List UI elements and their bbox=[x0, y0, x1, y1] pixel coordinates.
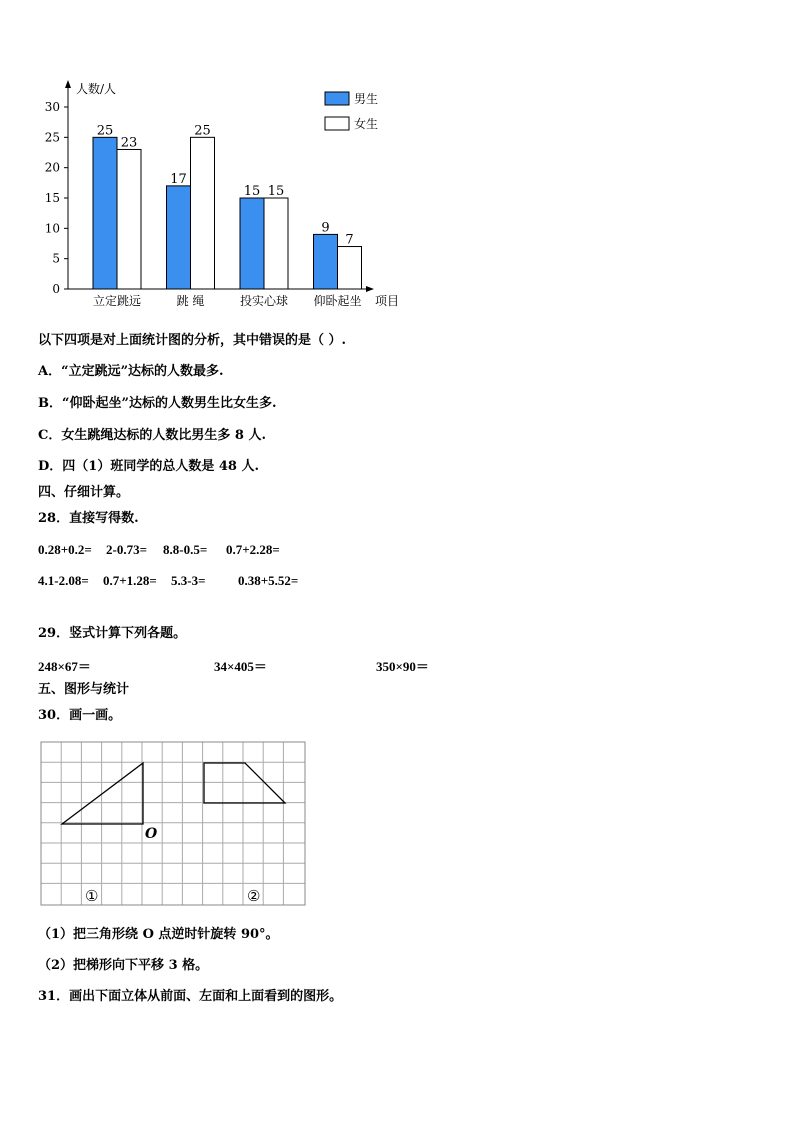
y-tick-label: 20 bbox=[44, 160, 60, 175]
calc-item: 0.38+5.52= bbox=[238, 573, 299, 588]
figure-label-1: ① bbox=[85, 887, 99, 905]
bar-boys bbox=[93, 137, 117, 289]
bar-value-label: 7 bbox=[345, 232, 354, 248]
bar-value-label: 17 bbox=[170, 171, 187, 187]
bar-girls bbox=[264, 198, 288, 289]
bar-value-label: 23 bbox=[120, 135, 138, 151]
bar-value-label: 15 bbox=[267, 184, 285, 199]
section5-title: 五、图形与统计 bbox=[38, 682, 130, 697]
calc-item: 4.1-2.08= bbox=[38, 573, 89, 588]
trapezoid-shape bbox=[204, 763, 285, 803]
y-axis-label: 人数/人 bbox=[76, 82, 117, 96]
q30-sub1: （1）把三角形绕 O 点逆时针旋转 90°。 bbox=[38, 927, 279, 942]
calc-item: 0.7+2.28= bbox=[226, 542, 280, 557]
point-o-label: O bbox=[145, 826, 158, 842]
y-tick-label: 30 bbox=[44, 100, 60, 114]
bar-boys bbox=[314, 234, 338, 289]
bar-value-label: 25 bbox=[194, 123, 211, 139]
q28-title: 28．直接写得数. bbox=[38, 511, 139, 526]
calc-item: 0.7+1.28= bbox=[103, 573, 157, 588]
calc-item: 8.8-0.5= bbox=[163, 542, 208, 557]
x-category-label: 跳 绳 bbox=[176, 294, 205, 308]
calc-item: 2-0.73= bbox=[106, 542, 147, 557]
calc-item: 0.28+0.2= bbox=[38, 542, 92, 557]
option-a: A．“立定跳远”达标的人数最多. bbox=[38, 364, 224, 379]
grid-figure bbox=[0, 735, 794, 915]
q29-title: 29．竖式计算下列各题。 bbox=[38, 626, 187, 641]
q31-title: 31．画出下面立体从前面、左面和上面看到的图形。 bbox=[38, 989, 343, 1004]
y-tick-label: 0 bbox=[52, 282, 60, 296]
vertical-calc-item: 34×405＝ bbox=[214, 659, 267, 674]
vertical-calc-item: 350×90＝ bbox=[376, 659, 429, 674]
q30-title: 30．画一画。 bbox=[38, 708, 122, 723]
y-tick-label: 25 bbox=[44, 130, 60, 145]
bar-girls bbox=[117, 149, 141, 289]
x-category-label: 投实心球 bbox=[239, 294, 289, 308]
figure-label-2: ② bbox=[247, 887, 261, 905]
y-tick-label: 5 bbox=[52, 251, 60, 266]
bar-girls bbox=[191, 137, 215, 289]
calc-item: 5.3-3= bbox=[171, 573, 206, 588]
x-category-label: 仰卧起坐 bbox=[313, 294, 362, 308]
x-category-label: 立定跳远 bbox=[92, 294, 142, 308]
bar-boys bbox=[240, 198, 264, 289]
y-tick-label: 10 bbox=[44, 221, 60, 236]
vertical-calc-item: 248×67＝ bbox=[38, 659, 91, 674]
section4-title: 四、仔细计算。 bbox=[38, 485, 130, 500]
legend-label: 男生 bbox=[354, 92, 379, 106]
bar-chart bbox=[0, 0, 794, 320]
bar-value-label: 25 bbox=[96, 123, 114, 139]
x-axis-label: 项目 bbox=[375, 294, 400, 308]
y-tick-label: 15 bbox=[44, 191, 60, 205]
bar-value-label: 9 bbox=[321, 220, 330, 236]
bar-value-label: 15 bbox=[243, 184, 261, 199]
bar-girls bbox=[338, 247, 362, 289]
bar-boys bbox=[167, 186, 191, 289]
question-prompt: 以下四项是对上面统计图的分析，其中错误的是（ ）. bbox=[38, 333, 347, 348]
q30-sub2: （2）把梯形向下平移 3 格。 bbox=[38, 958, 209, 973]
option-c: C．女生跳绳达标的人数比男生多 8 人. bbox=[38, 428, 266, 443]
option-b: B．“仰卧起坐”达标的人数男生比女生多. bbox=[38, 396, 277, 411]
legend-swatch bbox=[325, 117, 349, 130]
y-axis-arrow bbox=[65, 80, 71, 88]
option-d: D．四（1）班同学的总人数是 48 人. bbox=[38, 459, 259, 474]
legend-swatch bbox=[325, 92, 349, 105]
legend-label: 女生 bbox=[354, 117, 379, 131]
triangle-shape bbox=[62, 763, 143, 824]
x-axis-arrow bbox=[366, 286, 374, 292]
